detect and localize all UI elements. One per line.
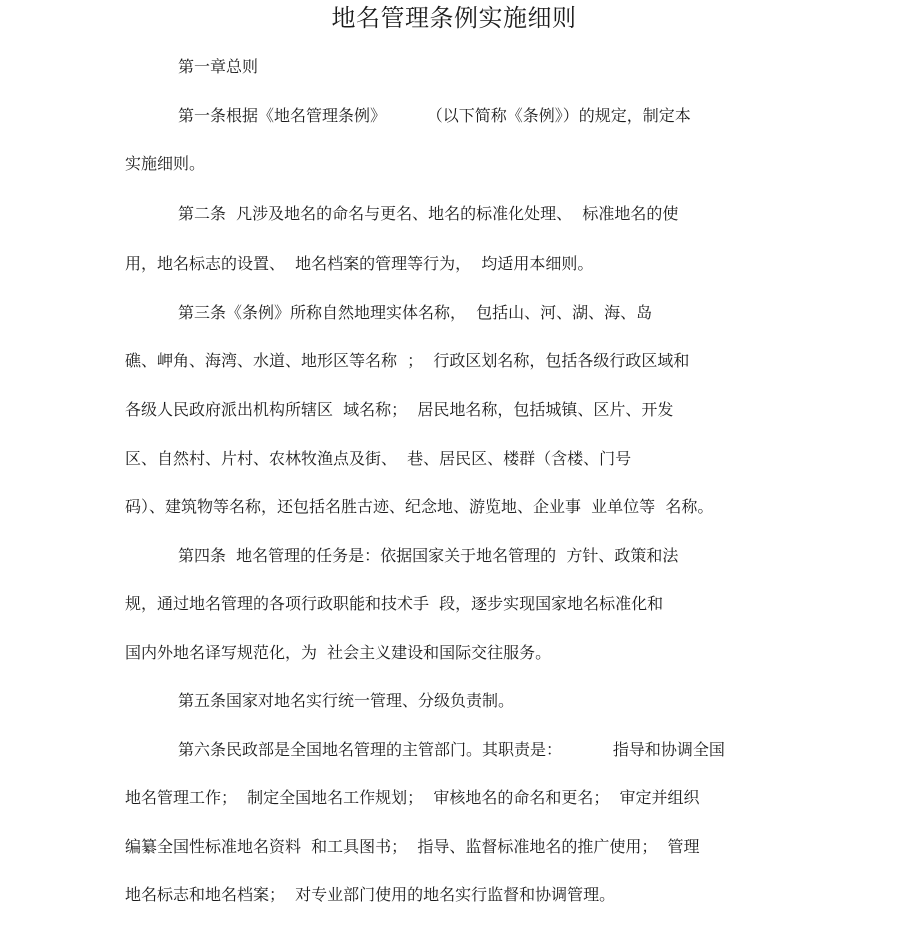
article-3-line-4: 区、自然村、片村、农林牧渔点及街、 巷、居民区、楼群（含楼、门号 — [125, 449, 632, 468]
article-4-line-1: 第四条 地名管理的任务是：依据国家关于地名管理的 方针、政策和法 — [178, 546, 679, 565]
article-4-line-3: 国内外地名译写规范化，为 社会主义建设和国际交往服务。 — [125, 643, 552, 662]
article-6-line-4: 地名标志和地名档案； 对专业部门使用的地名实行监督和协调管理。 — [125, 885, 616, 904]
article-6-line-2: 地名管理工作； 制定全国地名工作规划； 审核地名的命名和更名； 审定并组织 — [125, 788, 700, 807]
article-1-line-1: 第一条根据《地名管理条例》 （以下简称《条例》）的规定，制定本 — [178, 106, 691, 125]
article-3-line-5: 码）、建筑物等名称，还包括名胜古迹、纪念地、游览地、企业事 业单位等 名称。 — [125, 497, 714, 516]
article-3-line-2: 礁、岬角、海湾、水道、地形区等名称 ； 行政区划名称，包括各级行政区域和 — [125, 351, 690, 370]
article-5-line-1: 第五条国家对地名实行统一管理、分级负责制。 — [178, 691, 515, 710]
article-4-line-2: 规，通过地名管理的各项行政职能和技术手 段，逐步实现国家地名标准化和 — [125, 594, 664, 613]
article-6-line-1: 第六条民政部是全国地名管理的主管部门。其职责是： 指导和协调全国 — [178, 740, 725, 759]
article-3-line-3: 各级人民政府派出机构所辖区 域名称； 居民地名称，包括城镇、区片、开发 — [125, 400, 674, 419]
document-title: 地名管理条例实施细则 — [331, 4, 577, 32]
article-2-line-2: 用，地名标志的设置、 地名档案的管理等行为， 均适用本细则。 — [125, 254, 594, 273]
article-1-line-2: 实施细则。 — [125, 154, 206, 173]
article-2-line-1: 第二条 凡涉及地名的命名与更名、地名的标准化处理、 标准地名的使 — [178, 204, 679, 223]
article-3-line-1: 第三条《条例》所称自然地理实体名称， 包括山、河、湖、海、岛 — [178, 303, 653, 322]
article-6-line-3: 编纂全国性标准地名资料 和工具图书； 指导、监督标准地名的推广使用； 管理 — [125, 837, 700, 856]
chapter-heading: 第一章总则 — [178, 57, 259, 76]
